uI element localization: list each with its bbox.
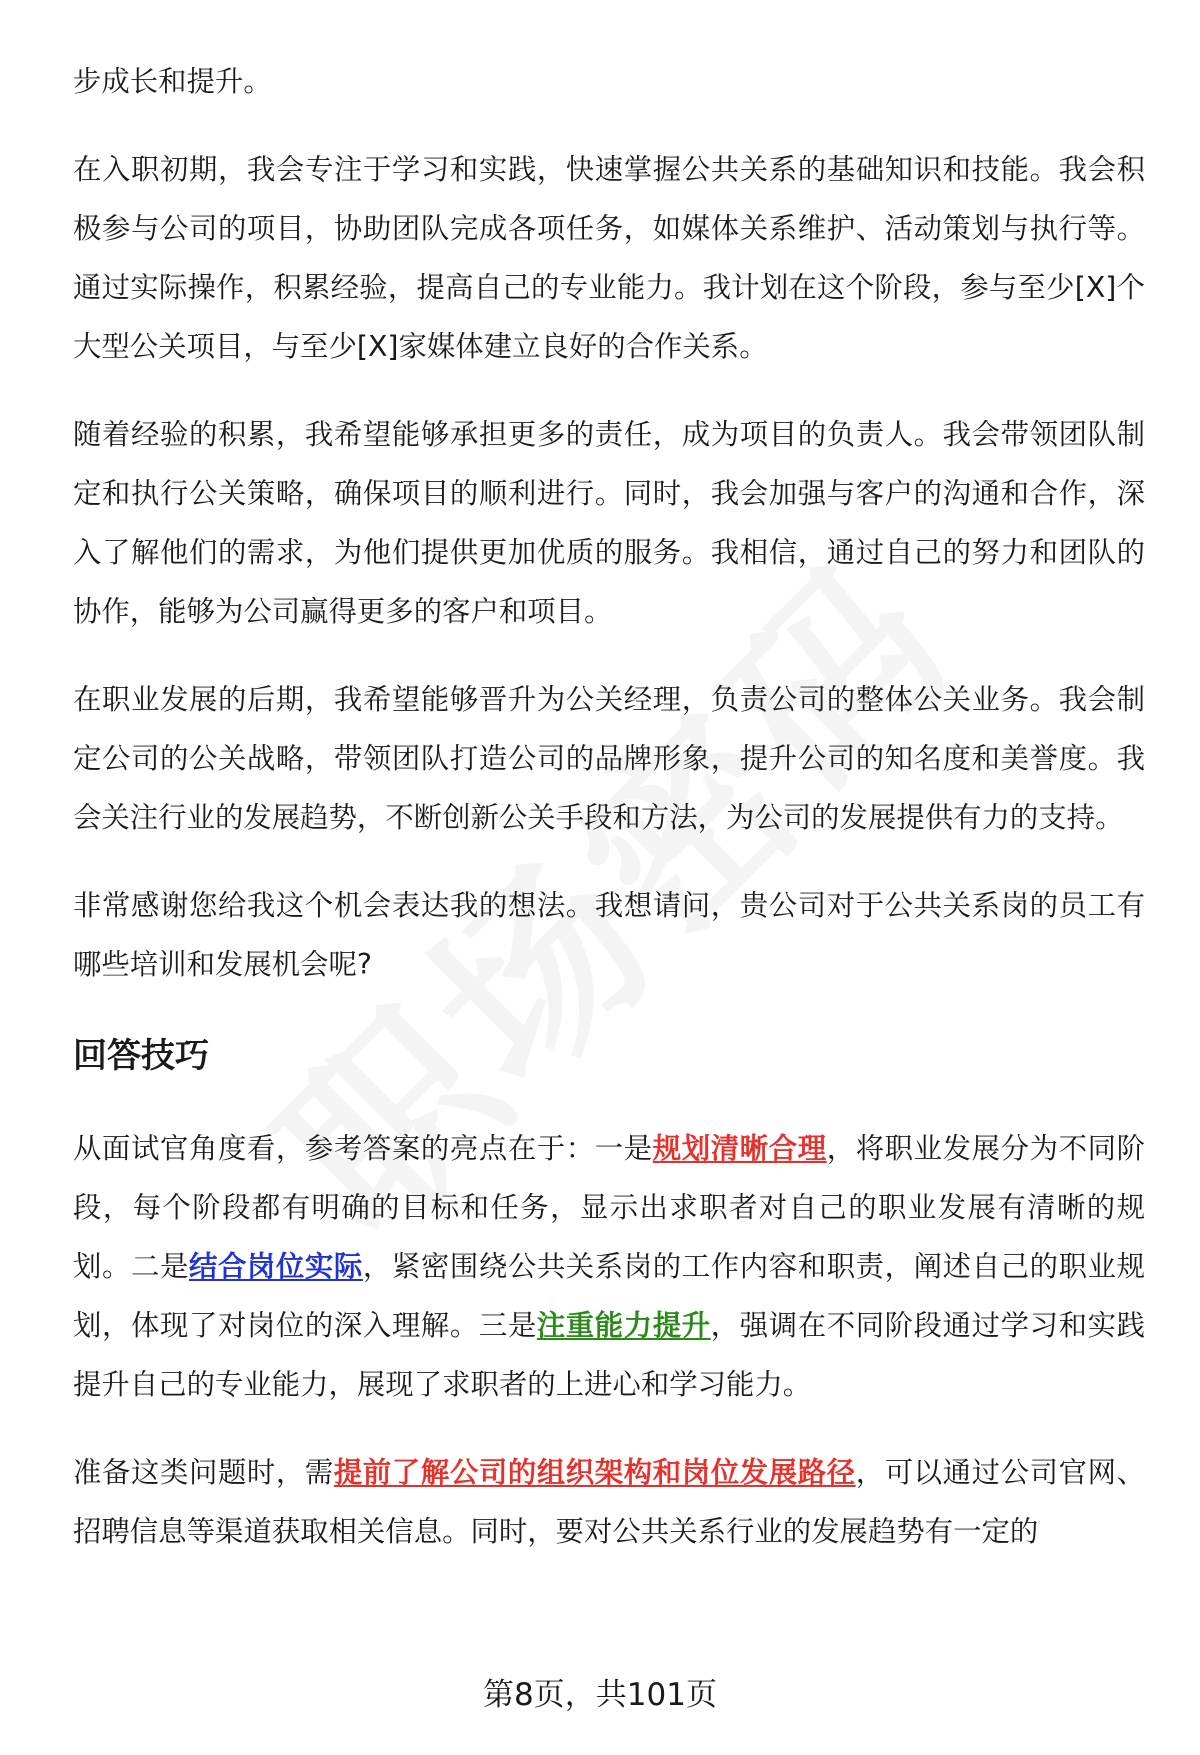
- highlight-blue: 结合岗位实际: [188, 1250, 363, 1283]
- page-number: 第8页，共101页: [483, 1677, 717, 1713]
- paragraph-early-career: 在入职初期，我会专注于学习和实践，快速掌握公共关系的基础知识和技能。我会积极参与公司的项目，协助团队完成各项任务，如媒体关系维护、活动策划与执行等。通过实际操作，积累经验，提高自己的专业能力。我计划在这个阶段，参与至少[X]个大型公关项目，与至少[X]家媒体建立良好的合作关系。: [73, 153, 1145, 363]
- document-body: [73, 52, 1145, 1561]
- paragraph-tips-highlights: [73, 1119, 1145, 1414]
- tips-text: 准备这类问题时，需: [73, 1456, 334, 1489]
- highlight-green: 注重能力提升: [536, 1309, 711, 1342]
- paragraph-mid-career: 随着经验的积累，我希望能够承担更多的责任，成为项目的负责人。我会带领团队制定和执行公关策略，确保项目的顺利进行。同时，我会加强与客户的沟通和合作，深入了解他们的需求，为他们提供更加优质的服务。我相信，通过自己的努力和团队的协作，能够为公司赢得更多的客户和项目。: [73, 418, 1145, 628]
- paragraph-tips-preparation: [73, 1443, 1145, 1561]
- tips-text: ，强调在不同阶段通过学习和实践提升自己的专业能力，展现了求职者的上进心和学习能力。: [73, 1309, 1145, 1401]
- section-heading: 回答技巧: [73, 1036, 209, 1076]
- tips-text: 从面试官角度看，参考答案的亮点在于：一是: [73, 1132, 653, 1165]
- paragraph-continuation: 步成长和提升。: [73, 65, 272, 98]
- highlight-red: 提前了解公司的组织架构和岗位发展路径: [333, 1456, 856, 1489]
- paragraph-closing-question: 非常感谢您给我这个机会表达我的想法。我想请问，贵公司对于公共关系岗的员工有哪些培训和发展机会呢?: [73, 889, 1145, 981]
- tips-text: ，紧密围绕公共关系岗的工作内容和职责，阐述自己的职业规划，体现了对岗位的深入理解。三是: [73, 1250, 1145, 1342]
- tips-text: ，可以通过公司官网、招聘信息等渠道获取相关信息。同时，要对公共关系行业的发展趋势有一定的: [73, 1456, 1145, 1548]
- paragraph-late-career: 在职业发展的后期，我希望能够晋升为公关经理，负责公司的整体公关业务。我会制定公司的公关战略，带领团队打造公司的品牌形象，提升公司的知名度和美誉度。我会关注行业的发展趋势，不断创新公关手段和方法，为公司的发展提供有力的支持。: [73, 683, 1145, 834]
- highlight-red: 规划清晰合理: [652, 1132, 827, 1165]
- tips-text: ，将职业发展分为不同阶段，每个阶段都有明确的目标和任务，显示出求职者对自己的职业发展有清晰的规划。二是: [73, 1132, 1145, 1283]
